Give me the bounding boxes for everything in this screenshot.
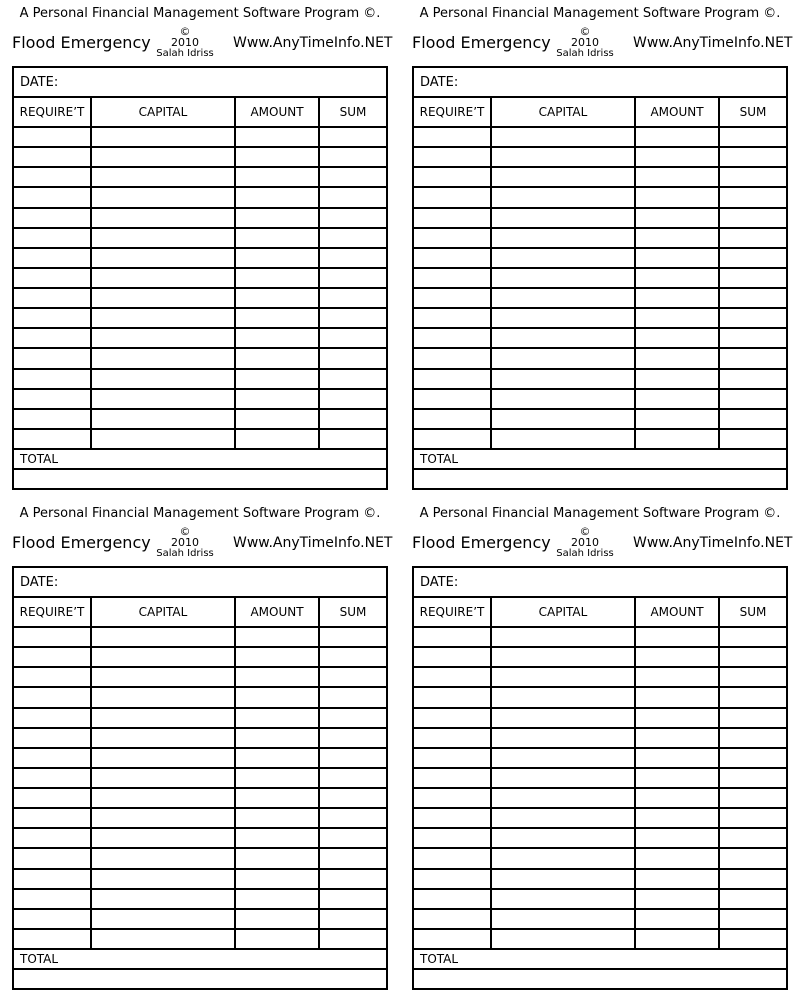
website-link[interactable]: Www.AnyTimeInfo.NET	[633, 535, 793, 551]
budget-sheet-bottom-left	[10, 500, 393, 995]
table-row[interactable]	[414, 668, 786, 688]
budget-sheet-top-right	[410, 0, 793, 495]
table-row[interactable]	[14, 370, 386, 390]
table-row[interactable]	[14, 829, 386, 849]
program-caption: A Personal Financial Management Software Program ©.	[419, 6, 781, 21]
table-row[interactable]	[14, 709, 386, 729]
table-row[interactable]	[14, 430, 386, 450]
author-name: Salah Idriss	[156, 48, 214, 59]
table-row[interactable]	[14, 209, 386, 229]
copyright-block	[155, 26, 215, 59]
column-header-requirement: REQUIRE’T	[419, 105, 485, 119]
column-header-sum: SUM	[339, 105, 367, 119]
author-name: Salah Idriss	[556, 548, 614, 559]
copyright-icon: ©	[179, 25, 191, 38]
table-row[interactable]	[414, 269, 786, 289]
total-label: TOTAL	[20, 952, 59, 966]
table-row[interactable]	[414, 789, 786, 809]
table-row[interactable]	[414, 769, 786, 789]
table-row[interactable]	[414, 148, 786, 168]
total-value-field[interactable]	[14, 470, 386, 488]
table-row[interactable]	[414, 930, 786, 950]
sheet-title: Flood Emergency	[412, 533, 551, 552]
table-row[interactable]	[14, 769, 386, 789]
table-row[interactable]	[14, 668, 386, 688]
column-headers	[14, 98, 386, 128]
table-row[interactable]	[14, 229, 386, 249]
entry-rows	[414, 128, 786, 450]
copyright-icon: ©	[179, 525, 191, 538]
sheet-title: Flood Emergency	[12, 533, 151, 552]
table-row[interactable]	[14, 749, 386, 769]
table-row[interactable]	[414, 128, 786, 148]
program-caption: A Personal Financial Management Software Program ©.	[419, 506, 781, 521]
column-header-amount: AMOUNT	[650, 605, 704, 619]
column-header-amount: AMOUNT	[250, 105, 304, 119]
website-link[interactable]: Www.AnyTimeInfo.NET	[233, 535, 393, 551]
table-row[interactable]	[414, 430, 786, 450]
entry-rows	[414, 628, 786, 950]
table-row[interactable]	[14, 729, 386, 749]
table-row[interactable]	[14, 930, 386, 950]
column-header-sum: SUM	[339, 605, 367, 619]
table-row[interactable]	[14, 289, 386, 309]
table-row[interactable]	[414, 709, 786, 729]
copyright-year: 2010	[571, 536, 599, 549]
date-row[interactable]	[414, 68, 786, 98]
table-row[interactable]	[414, 749, 786, 769]
total-label: TOTAL	[420, 452, 459, 466]
entry-rows	[14, 628, 386, 950]
table-row[interactable]	[14, 809, 386, 829]
sheet-title: Flood Emergency	[12, 33, 151, 52]
table-row[interactable]	[14, 789, 386, 809]
column-header-requirement: REQUIRE’T	[19, 605, 85, 619]
author-name: Salah Idriss	[556, 48, 614, 59]
table-row[interactable]	[414, 370, 786, 390]
budget-sheet-bottom-right	[410, 500, 793, 995]
table-row[interactable]	[414, 410, 786, 430]
total-value-field[interactable]	[14, 970, 386, 988]
author-name: Salah Idriss	[156, 548, 214, 559]
table-row[interactable]	[14, 688, 386, 708]
table-row[interactable]	[14, 148, 386, 168]
column-header-sum: SUM	[739, 605, 767, 619]
date-label: DATE:	[420, 575, 459, 590]
date-label: DATE:	[20, 575, 59, 590]
total-value-field[interactable]	[414, 470, 786, 488]
column-headers	[414, 98, 786, 128]
copyright-block	[155, 526, 215, 559]
table-row[interactable]	[14, 329, 386, 349]
table-row[interactable]	[414, 648, 786, 668]
total-row	[14, 950, 386, 970]
table-row[interactable]	[14, 249, 386, 269]
table-row[interactable]	[414, 910, 786, 930]
copyright-icon: ©	[579, 25, 591, 38]
column-header-capital: CAPITAL	[138, 605, 188, 619]
table-row[interactable]	[14, 849, 386, 869]
total-value-field[interactable]	[414, 970, 786, 988]
table-row[interactable]	[414, 249, 786, 269]
column-header-amount: AMOUNT	[650, 105, 704, 119]
column-headers	[14, 598, 386, 628]
column-header-requirement: REQUIRE’T	[19, 105, 85, 119]
table-row[interactable]	[14, 410, 386, 430]
table-row[interactable]	[14, 128, 386, 148]
column-header-amount: AMOUNT	[250, 605, 304, 619]
table-row[interactable]	[414, 349, 786, 369]
date-row[interactable]	[414, 568, 786, 598]
column-headers	[414, 598, 786, 628]
copyright-year: 2010	[171, 36, 199, 49]
table-row[interactable]	[414, 390, 786, 410]
table-row[interactable]	[14, 628, 386, 648]
column-header-capital: CAPITAL	[538, 105, 588, 119]
copyright-year: 2010	[571, 36, 599, 49]
date-label: DATE:	[20, 75, 59, 90]
table-row[interactable]	[414, 628, 786, 648]
table-row[interactable]	[414, 688, 786, 708]
table-row[interactable]	[414, 829, 786, 849]
table-row[interactable]	[414, 870, 786, 890]
program-caption: A Personal Financial Management Software Program ©.	[19, 6, 381, 21]
column-header-sum: SUM	[739, 105, 767, 119]
total-row	[14, 450, 386, 470]
table-row[interactable]	[14, 269, 386, 289]
total-label: TOTAL	[20, 452, 59, 466]
copyright-block	[555, 526, 615, 559]
expense-form	[12, 566, 388, 990]
table-row[interactable]	[414, 309, 786, 329]
table-row[interactable]	[414, 809, 786, 829]
table-row[interactable]	[14, 890, 386, 910]
website-link[interactable]: Www.AnyTimeInfo.NET	[233, 35, 393, 51]
table-row[interactable]	[414, 229, 786, 249]
table-row[interactable]	[414, 289, 786, 309]
date-label: DATE:	[420, 75, 459, 90]
expense-form	[412, 566, 788, 990]
budget-sheet-top-left	[10, 0, 393, 495]
copyright-year: 2010	[171, 536, 199, 549]
table-row[interactable]	[14, 168, 386, 188]
table-row[interactable]	[414, 168, 786, 188]
table-row[interactable]	[414, 188, 786, 208]
program-caption: A Personal Financial Management Software Program ©.	[19, 506, 381, 521]
expense-form	[412, 66, 788, 490]
copyright-icon: ©	[579, 525, 591, 538]
table-row[interactable]	[14, 648, 386, 668]
sheet-title: Flood Emergency	[412, 33, 551, 52]
table-row[interactable]	[414, 849, 786, 869]
total-label: TOTAL	[420, 952, 459, 966]
table-row[interactable]	[414, 729, 786, 749]
column-header-capital: CAPITAL	[538, 605, 588, 619]
date-row[interactable]	[14, 568, 386, 598]
expense-form	[12, 66, 388, 490]
total-row	[414, 450, 786, 470]
table-row[interactable]	[14, 349, 386, 369]
table-row[interactable]	[14, 309, 386, 329]
table-row[interactable]	[14, 870, 386, 890]
column-header-capital: CAPITAL	[138, 105, 188, 119]
date-row[interactable]	[14, 68, 386, 98]
total-row	[414, 950, 786, 970]
table-row[interactable]	[14, 188, 386, 208]
column-header-requirement: REQUIRE’T	[419, 605, 485, 619]
table-row[interactable]	[414, 329, 786, 349]
entry-rows	[14, 128, 386, 450]
website-link[interactable]: Www.AnyTimeInfo.NET	[633, 35, 793, 51]
copyright-block	[555, 26, 615, 59]
table-row[interactable]	[14, 910, 386, 930]
table-row[interactable]	[414, 209, 786, 229]
table-row[interactable]	[14, 390, 386, 410]
table-row[interactable]	[414, 890, 786, 910]
